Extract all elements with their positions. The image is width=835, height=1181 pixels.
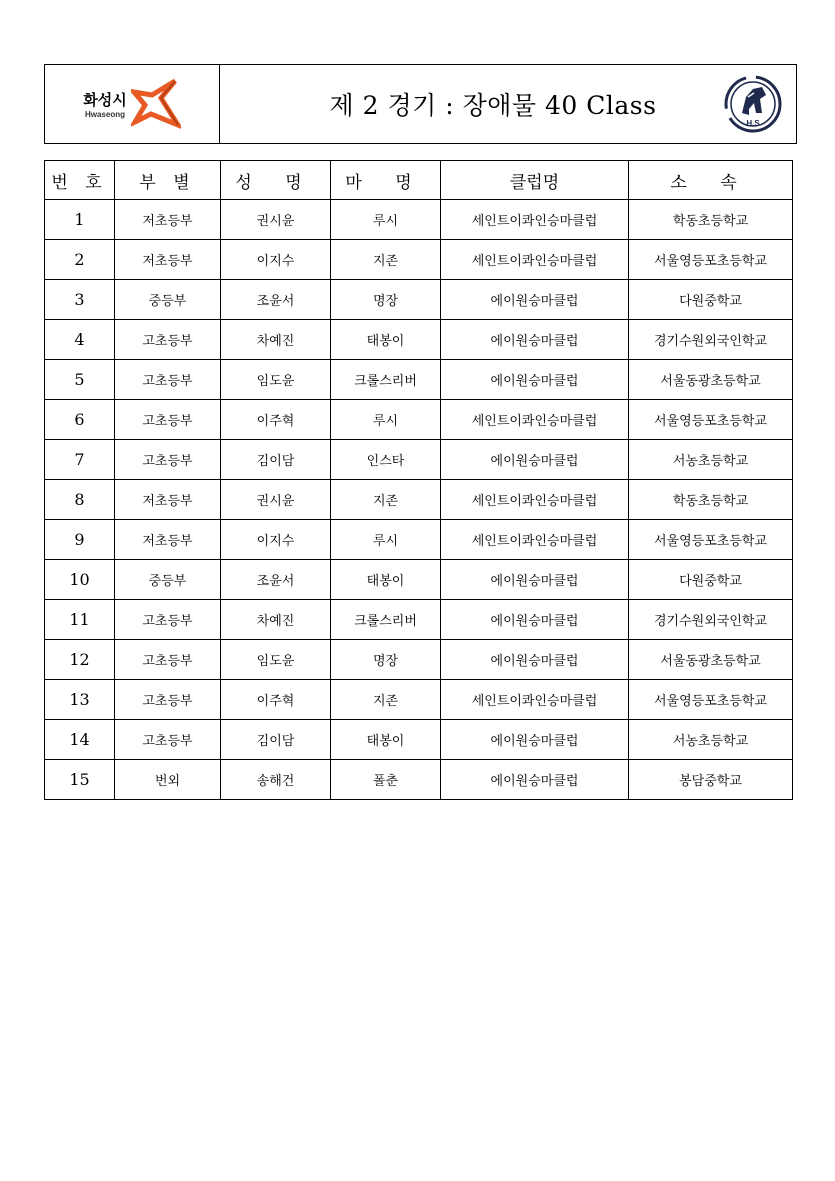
club-name: 에이원승마클럽 (441, 280, 629, 320)
affiliation: 서농초등학교 (629, 720, 793, 760)
table-row (45, 640, 793, 680)
entry-number: 8 (45, 480, 115, 520)
logo-name-ko: 화성시 (83, 91, 127, 109)
club-name: 에이원승마클럽 (441, 600, 629, 640)
rider-name: 차예진 (221, 600, 331, 640)
rider-name: 권시윤 (221, 480, 331, 520)
horse-name: 크롤스리버 (331, 600, 441, 640)
table-header-row (45, 161, 793, 200)
affiliation: 다원중학교 (629, 560, 793, 600)
column-header-horse: 마 명 (331, 161, 441, 200)
affiliation: 학동초등학교 (629, 480, 793, 520)
table-row (45, 320, 793, 360)
rider-name: 임도윤 (221, 640, 331, 680)
division: 번외 (115, 760, 221, 800)
table-row (45, 560, 793, 600)
logo-text (83, 89, 126, 119)
entry-number: 11 (45, 600, 115, 640)
horse-emblem-icon (722, 73, 784, 135)
entry-number: 9 (45, 520, 115, 560)
rider-name: 권시윤 (221, 200, 331, 240)
division: 고초등부 (115, 320, 221, 360)
entry-number: 14 (45, 720, 115, 760)
rider-name: 김이담 (221, 440, 331, 480)
club-name: 에이원승마클럽 (441, 560, 629, 600)
division: 저초등부 (115, 200, 221, 240)
rider-name: 차예진 (221, 320, 331, 360)
affiliation: 경기수원외국인학교 (629, 320, 793, 360)
rider-name: 임도윤 (221, 360, 331, 400)
entry-number: 2 (45, 240, 115, 280)
page-title: 제 2 경기 : 장애물 40 Class (329, 91, 657, 120)
entry-number: 5 (45, 360, 115, 400)
entry-number: 13 (45, 680, 115, 720)
entry-number: 4 (45, 320, 115, 360)
horse-name: 루시 (331, 400, 441, 440)
rider-name: 송해건 (221, 760, 331, 800)
affiliation: 서울영등포초등학교 (629, 680, 793, 720)
rider-name: 조윤서 (221, 280, 331, 320)
entry-number: 6 (45, 400, 115, 440)
club-name: 세인트이콰인승마클럽 (441, 400, 629, 440)
rider-name: 이지수 (221, 240, 331, 280)
rider-name: 이지수 (221, 520, 331, 560)
division: 고초등부 (115, 720, 221, 760)
table-row (45, 680, 793, 720)
column-header-division: 부 별 (115, 161, 221, 200)
club-name: 에이원승마클럽 (441, 720, 629, 760)
horse-name: 루시 (331, 200, 441, 240)
star-logo-icon (131, 78, 181, 130)
horse-name: 지존 (331, 240, 441, 280)
affiliation: 서농초등학교 (629, 440, 793, 480)
affiliation: 다원중학교 (629, 280, 793, 320)
table-row (45, 480, 793, 520)
club-name: 에이원승마클럽 (441, 320, 629, 360)
horse-name: 크롤스리버 (331, 360, 441, 400)
table-row (45, 400, 793, 440)
club-name: 세인트이콰인승마클럽 (441, 480, 629, 520)
club-name: 세인트이콰인승마클럽 (441, 240, 629, 280)
table-row (45, 760, 793, 800)
entry-number: 1 (45, 200, 115, 240)
horse-name: 명장 (331, 280, 441, 320)
horse-name: 명장 (331, 640, 441, 680)
entry-number: 10 (45, 560, 115, 600)
affiliation: 학동초등학교 (629, 200, 793, 240)
logo-name-en: Hwaseong (84, 110, 125, 119)
entry-table (44, 160, 793, 800)
table-row (45, 200, 793, 240)
affiliation: 서울영등포초등학교 (629, 520, 793, 560)
table-row (45, 360, 793, 400)
table-row (45, 280, 793, 320)
club-name: 세인트이콰인승마클럽 (441, 680, 629, 720)
emblem-text: H.S (746, 119, 760, 128)
column-header-number: 번 호 (45, 161, 115, 200)
division: 중등부 (115, 560, 221, 600)
club-name: 에이원승마클럽 (441, 440, 629, 480)
column-header-rider: 성 명 (221, 161, 331, 200)
entry-number: 15 (45, 760, 115, 800)
division: 고초등부 (115, 440, 221, 480)
affiliation: 서울영등포초등학교 (629, 400, 793, 440)
division: 고초등부 (115, 680, 221, 720)
division: 저초등부 (115, 240, 221, 280)
affiliation: 서울동광초등학교 (629, 360, 793, 400)
club-name: 세인트이콰인승마클럽 (441, 520, 629, 560)
table-body (45, 200, 793, 800)
column-header-affiliation: 소 속 (629, 161, 793, 200)
affiliation: 봉담중학교 (629, 760, 793, 800)
division: 중등부 (115, 280, 221, 320)
division: 고초등부 (115, 640, 221, 680)
horse-name: 지존 (331, 680, 441, 720)
entry-number: 3 (45, 280, 115, 320)
horse-name: 태봉이 (331, 320, 441, 360)
horse-name: 태봉이 (331, 560, 441, 600)
division: 저초등부 (115, 520, 221, 560)
title-cell (220, 65, 796, 143)
hwaseong-logo (45, 65, 220, 143)
affiliation: 경기수원외국인학교 (629, 600, 793, 640)
division: 고초등부 (115, 400, 221, 440)
table-row (45, 440, 793, 480)
entry-number: 12 (45, 640, 115, 680)
division: 저초등부 (115, 480, 221, 520)
document-header (44, 64, 797, 144)
horse-name: 태봉이 (331, 720, 441, 760)
table-row (45, 600, 793, 640)
club-name: 에이원승마클럽 (441, 640, 629, 680)
club-name: 에이원승마클럽 (441, 360, 629, 400)
rider-name: 이주혁 (221, 400, 331, 440)
affiliation: 서울동광초등학교 (629, 640, 793, 680)
table-row (45, 240, 793, 280)
rider-name: 조윤서 (221, 560, 331, 600)
rider-name: 이주혁 (221, 680, 331, 720)
rider-name: 김이담 (221, 720, 331, 760)
entry-number: 7 (45, 440, 115, 480)
horse-name: 루시 (331, 520, 441, 560)
division: 고초등부 (115, 360, 221, 400)
horse-name: 인스타 (331, 440, 441, 480)
column-header-club: 클럽명 (441, 161, 629, 200)
table-row (45, 520, 793, 560)
club-name: 세인트이콰인승마클럽 (441, 200, 629, 240)
affiliation: 서울영등포초등학교 (629, 240, 793, 280)
division: 고초등부 (115, 600, 221, 640)
horse-name: 폴춘 (331, 760, 441, 800)
table-row (45, 720, 793, 760)
club-name: 에이원승마클럽 (441, 760, 629, 800)
horse-name: 지존 (331, 480, 441, 520)
